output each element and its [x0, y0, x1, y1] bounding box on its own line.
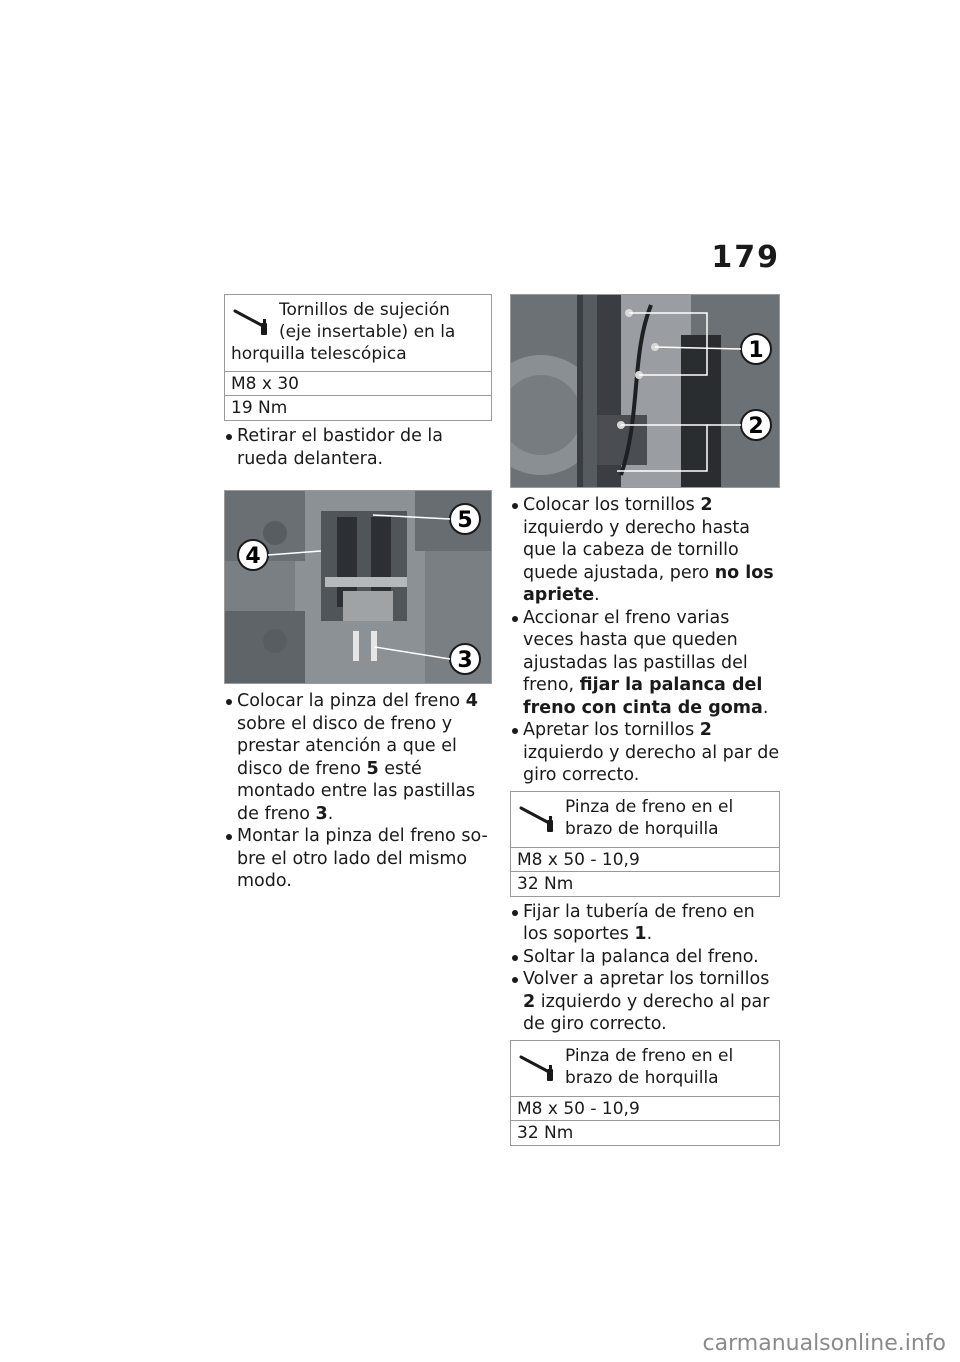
- torque-spec-value: 19 Nm: [231, 398, 288, 418]
- torque-spec-value: 32 Nm: [517, 1122, 574, 1143]
- torque-spec-title: Pinza de freno en el brazo de horquilla: [565, 1045, 734, 1088]
- fork-brake-line-figure: [510, 294, 780, 488]
- torque-wrench-icon: [517, 1045, 563, 1085]
- torque-spec-size: M8 x 30: [225, 372, 491, 396]
- callout-label: 3: [457, 648, 473, 673]
- torque-spec-caliper: [510, 791, 780, 897]
- instruction-step: Volver a apretar los tornillos 2 izquierdo y derecho al par de giro correcto.: [510, 968, 780, 1036]
- torque-spec-value: 32 Nm: [517, 873, 574, 894]
- page-number: 179: [711, 240, 780, 275]
- instruction-step: Montar la pinza del freno so-bre el otro lado del mismo modo.: [224, 825, 492, 893]
- instruction-step: Accionar el freno varias veces hasta que queden ajustadas las pastillas del freno, fijar la palanca del freno con cinta de goma.: [510, 607, 780, 720]
- watermark: carmanualsonline.info: [702, 1331, 946, 1356]
- right-column: [510, 294, 780, 1146]
- instruction-list: [224, 690, 492, 893]
- brake-caliper-figure: [224, 490, 492, 684]
- instruction-list: [510, 494, 780, 787]
- instruction-list: [224, 425, 492, 470]
- callout-label: 1: [748, 338, 764, 363]
- fork-brake-line-illustration: [511, 295, 779, 487]
- torque-spec-title: Tornillos de sujeción (eje insertable) en la horquilla telescópica: [231, 300, 456, 364]
- callout-label: 4: [245, 544, 261, 569]
- callout-label: 2: [748, 414, 764, 439]
- instruction-step: Fijar la tubería de freno en los soportes 1.: [510, 901, 780, 946]
- torque-spec-title: Pinza de freno en el brazo de horquilla: [565, 796, 734, 839]
- torque-spec-size: M8 x 50 - 10,9: [511, 848, 779, 872]
- torque-spec-header: [511, 792, 779, 848]
- torque-spec-caliper-final: [510, 1040, 780, 1146]
- instruction-step: Colocar la pinza del freno 4 sobre el disco de freno y prestar atención a que el disco de freno 5 esté montado entre las pastillas de freno 3.: [224, 690, 492, 825]
- torque-spec-header: [511, 1041, 779, 1097]
- torque-wrench-icon: [517, 796, 563, 836]
- torque-spec-size: M8 x 50 - 10,9: [511, 1097, 779, 1121]
- callout-label: 5: [457, 508, 473, 533]
- instruction-step: Soltar la palanca del freno.: [510, 946, 780, 969]
- brake-caliper-illustration: [225, 491, 491, 683]
- torque-spec-axle-bolts: [224, 294, 492, 421]
- instruction-step: Colocar los tornillos 2 izquierdo y derecho hasta que la cabeza de tornillo quede ajustada, pero no los apriete.: [510, 494, 780, 607]
- left-column: [224, 294, 492, 893]
- instruction-step: Retirar el bastidor de la rueda delantera.: [224, 425, 492, 470]
- torque-wrench-icon: [231, 299, 277, 339]
- instruction-step: Apretar los tornillos 2 izquierdo y derecho al par de giro correcto.: [510, 719, 780, 787]
- instruction-list: [510, 901, 780, 1036]
- torque-spec-header: [225, 295, 491, 372]
